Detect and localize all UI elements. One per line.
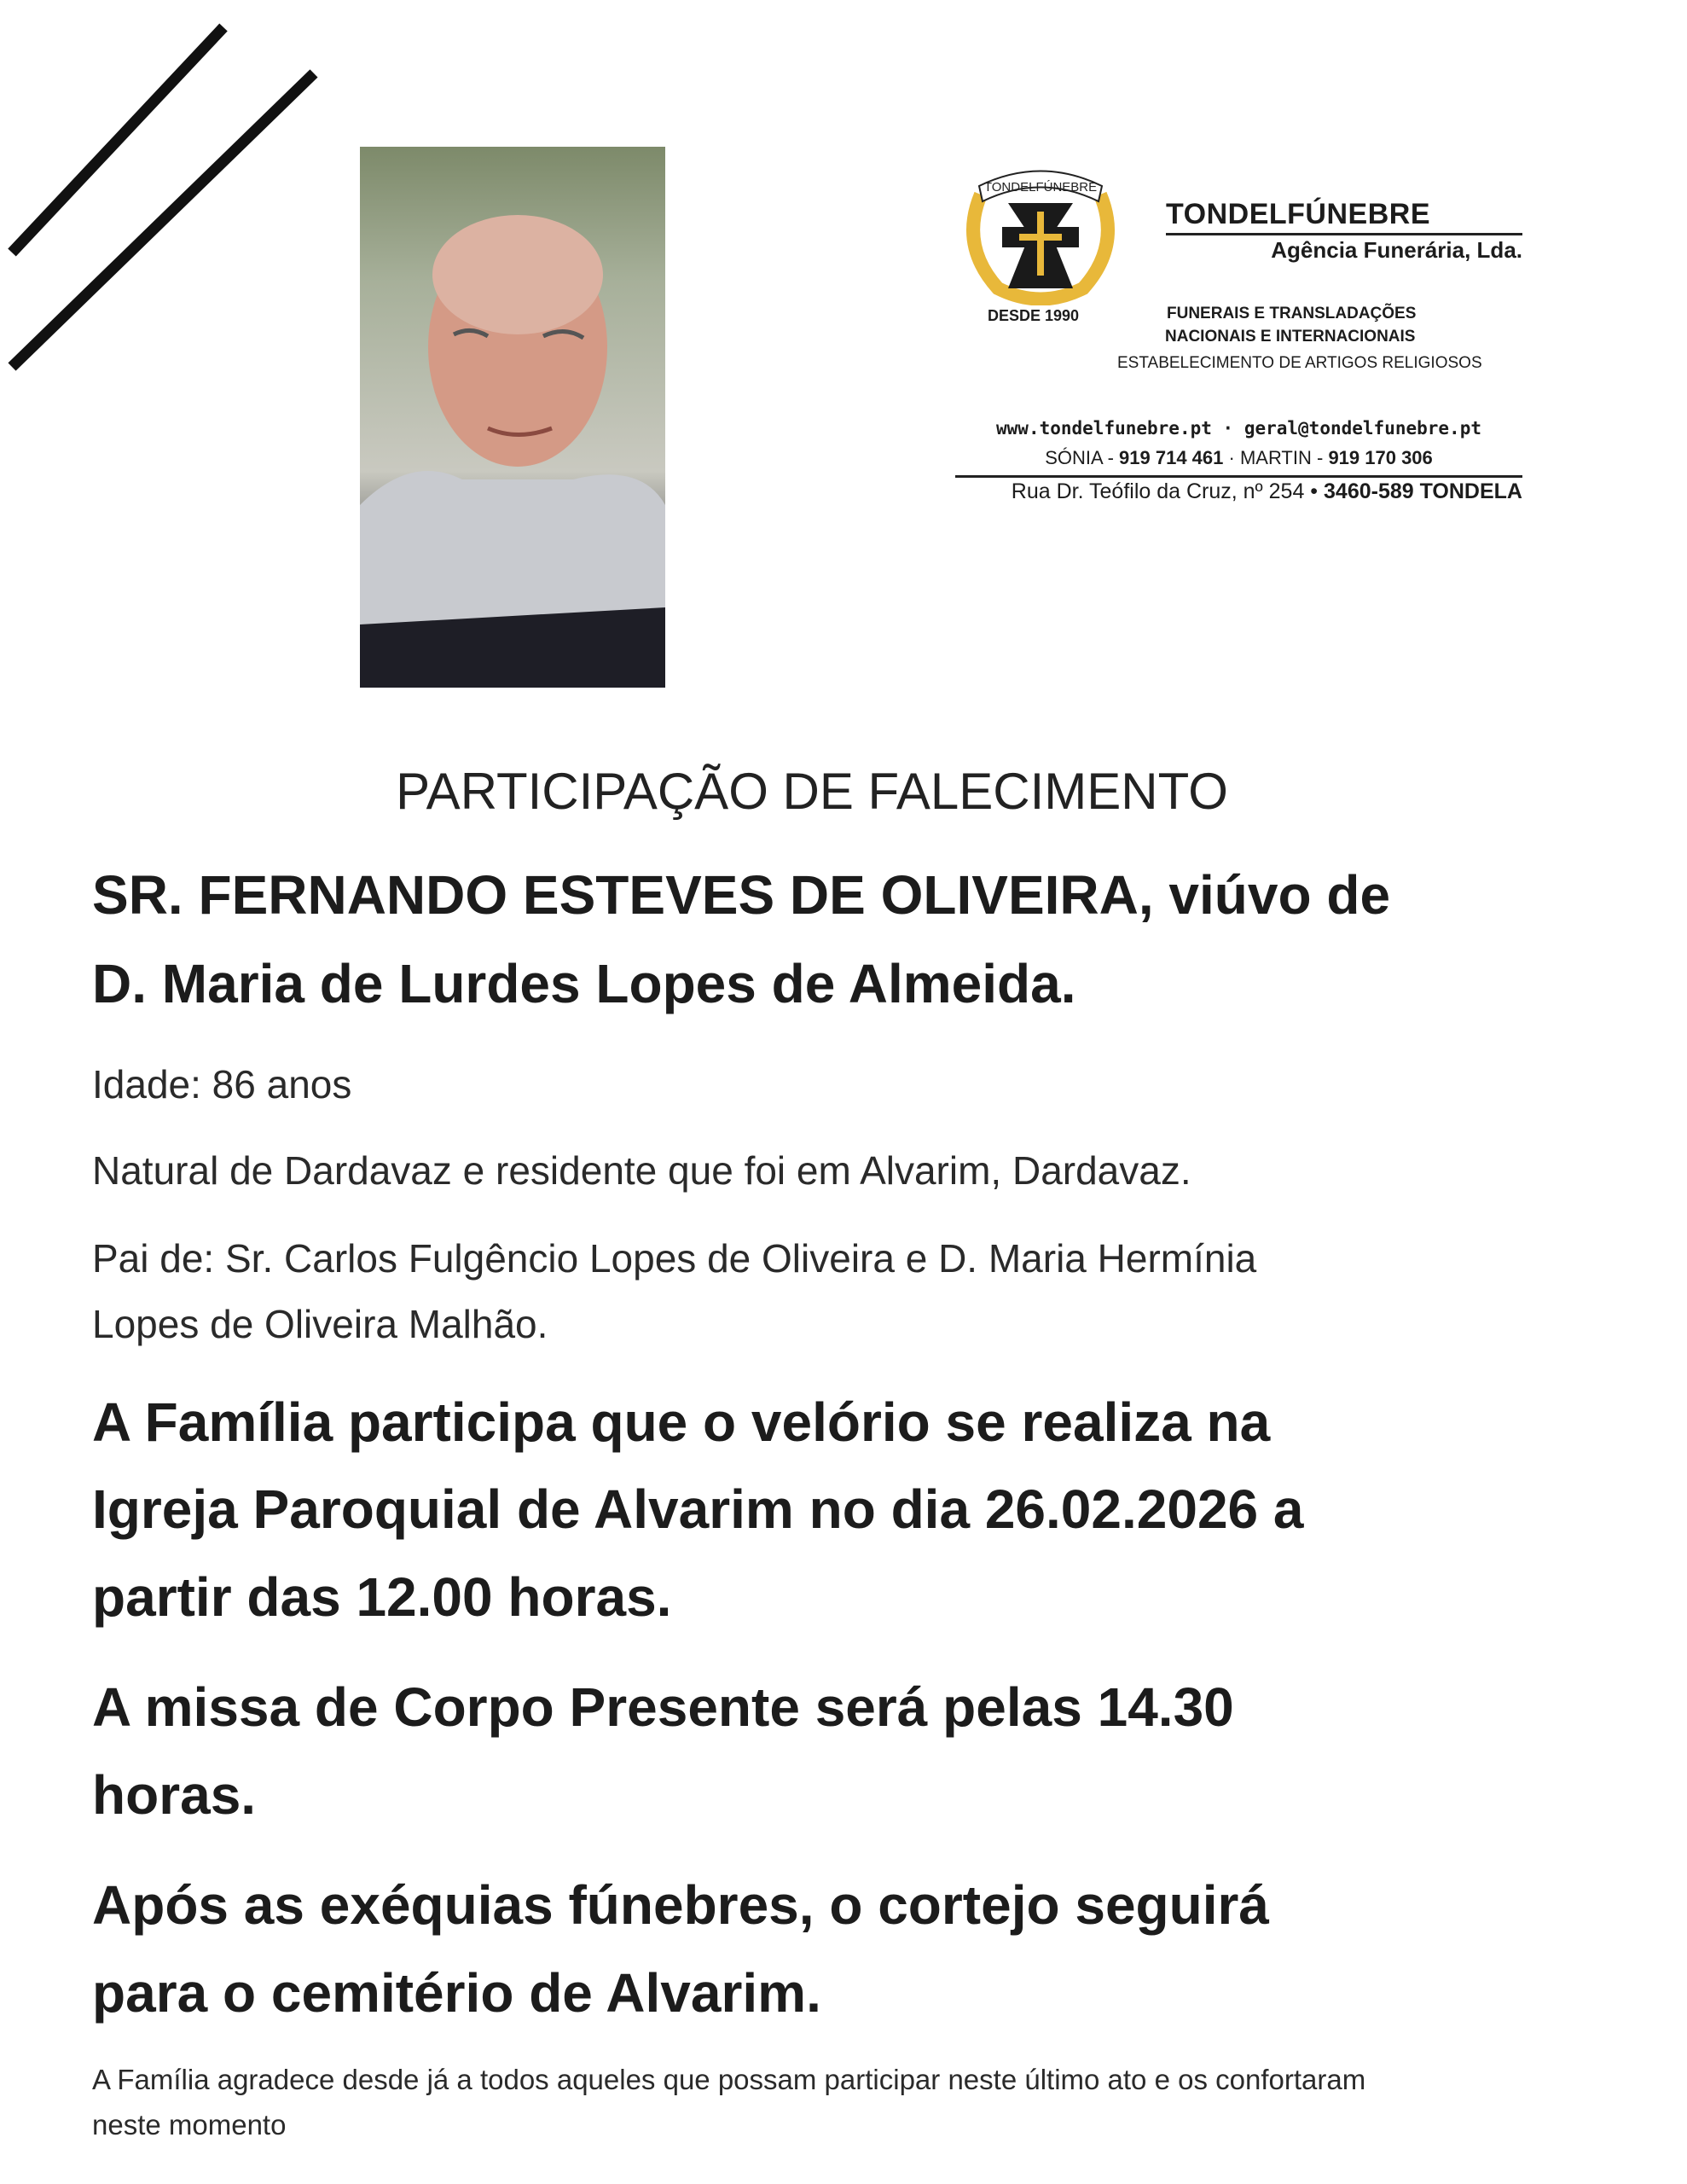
svg-text:TONDELFÚNEBRE: TONDELFÚNEBRE: [983, 180, 1098, 195]
deceased-name: SR. FERNANDO ESTEVES DE OLIVEIRA, viúvo de: [92, 864, 1391, 926]
agency-address: Rua Dr. Teófilo da Cruz, nº 254: [1011, 479, 1305, 503]
thanks-note-2: neste momento: [92, 2109, 287, 2140]
divider: [955, 475, 1522, 478]
deceased-origin: Natural de Dardavaz e residente que foi em Alvarim, Dardavaz.: [92, 1148, 1191, 1193]
agency-name: TONDELFÚNEBRE: [1166, 198, 1522, 235]
deceased-children: Pai de: Sr. Carlos Fulgêncio Lopes de Oliveira e D. Maria Hermínia: [92, 1236, 1257, 1281]
agency-shop: ESTABELECIMENTO DE ARTIGOS RELIGIOSOS: [1117, 354, 1482, 372]
deceased-spouse: D. Maria de Lurdes Lopes de Almeida.: [92, 953, 1076, 1014]
agency-postal: 3460-589 TONDELA: [1324, 479, 1522, 503]
agency-website[interactable]: www.tondelfunebre.pt: [996, 418, 1212, 439]
procession-info: Após as exéquias fúnebres, o cortejo seguirá: [92, 1874, 1269, 1936]
contact-phone: 919 170 306: [1328, 447, 1433, 468]
agency-address-line: Rua Dr. Teófilo da Cruz, nº 254 • 3460-589 TONDELA: [1011, 479, 1522, 503]
deceased-children-cont: Lopes de Oliveira Malhão.: [92, 1302, 548, 1346]
agency-subtitle: Agência Funerária, Lda.: [1271, 237, 1522, 263]
agency-web-line: www.tondelfunebre.pt · geral@tondelfunebre.pt: [996, 418, 1481, 439]
agency-logo: [955, 160, 1126, 305]
mass-info-2: horas.: [92, 1764, 257, 1826]
wake-info-3: partir das 12.00 horas.: [92, 1566, 672, 1628]
agency-services-1: FUNERAIS E TRANSLADAÇÕES: [1167, 305, 1417, 322]
wake-info: A Família participa que o velório se realiza na: [92, 1391, 1271, 1453]
deceased-age: Idade: 86 anos: [92, 1062, 352, 1107]
mourning-ribbon-icon: [0, 0, 341, 384]
procession-info-2: para o cemitério de Alvarim.: [92, 1962, 821, 2024]
thanks-note: A Família agradece desde já a todos aqueles que possam participar neste último ato e os confortaram: [92, 2064, 1366, 2095]
wake-info-2: Igreja Paroquial de Alvarim no dia 26.02.2026 a: [92, 1478, 1304, 1540]
agency-since: DESDE 1990: [988, 307, 1080, 324]
notice-title: PARTICIPAÇÃO DE FALECIMENTO: [396, 763, 1228, 820]
contact-name: MARTIN: [1239, 447, 1312, 468]
mass-info: A missa de Corpo Presente será pelas 14.30: [92, 1676, 1234, 1738]
deceased-photo: [360, 147, 665, 688]
agency-email[interactable]: geral@tondelfunebre.pt: [1244, 418, 1481, 439]
agency-phones: SÓNIA - 919 714 461 · MARTIN - 919 170 306: [1045, 447, 1433, 468]
contact-name: SÓNIA: [1045, 447, 1103, 468]
agency-services-2: NACIONAIS E INTERNACIONAIS: [1165, 328, 1416, 346]
contact-phone: 919 714 461: [1119, 447, 1224, 468]
